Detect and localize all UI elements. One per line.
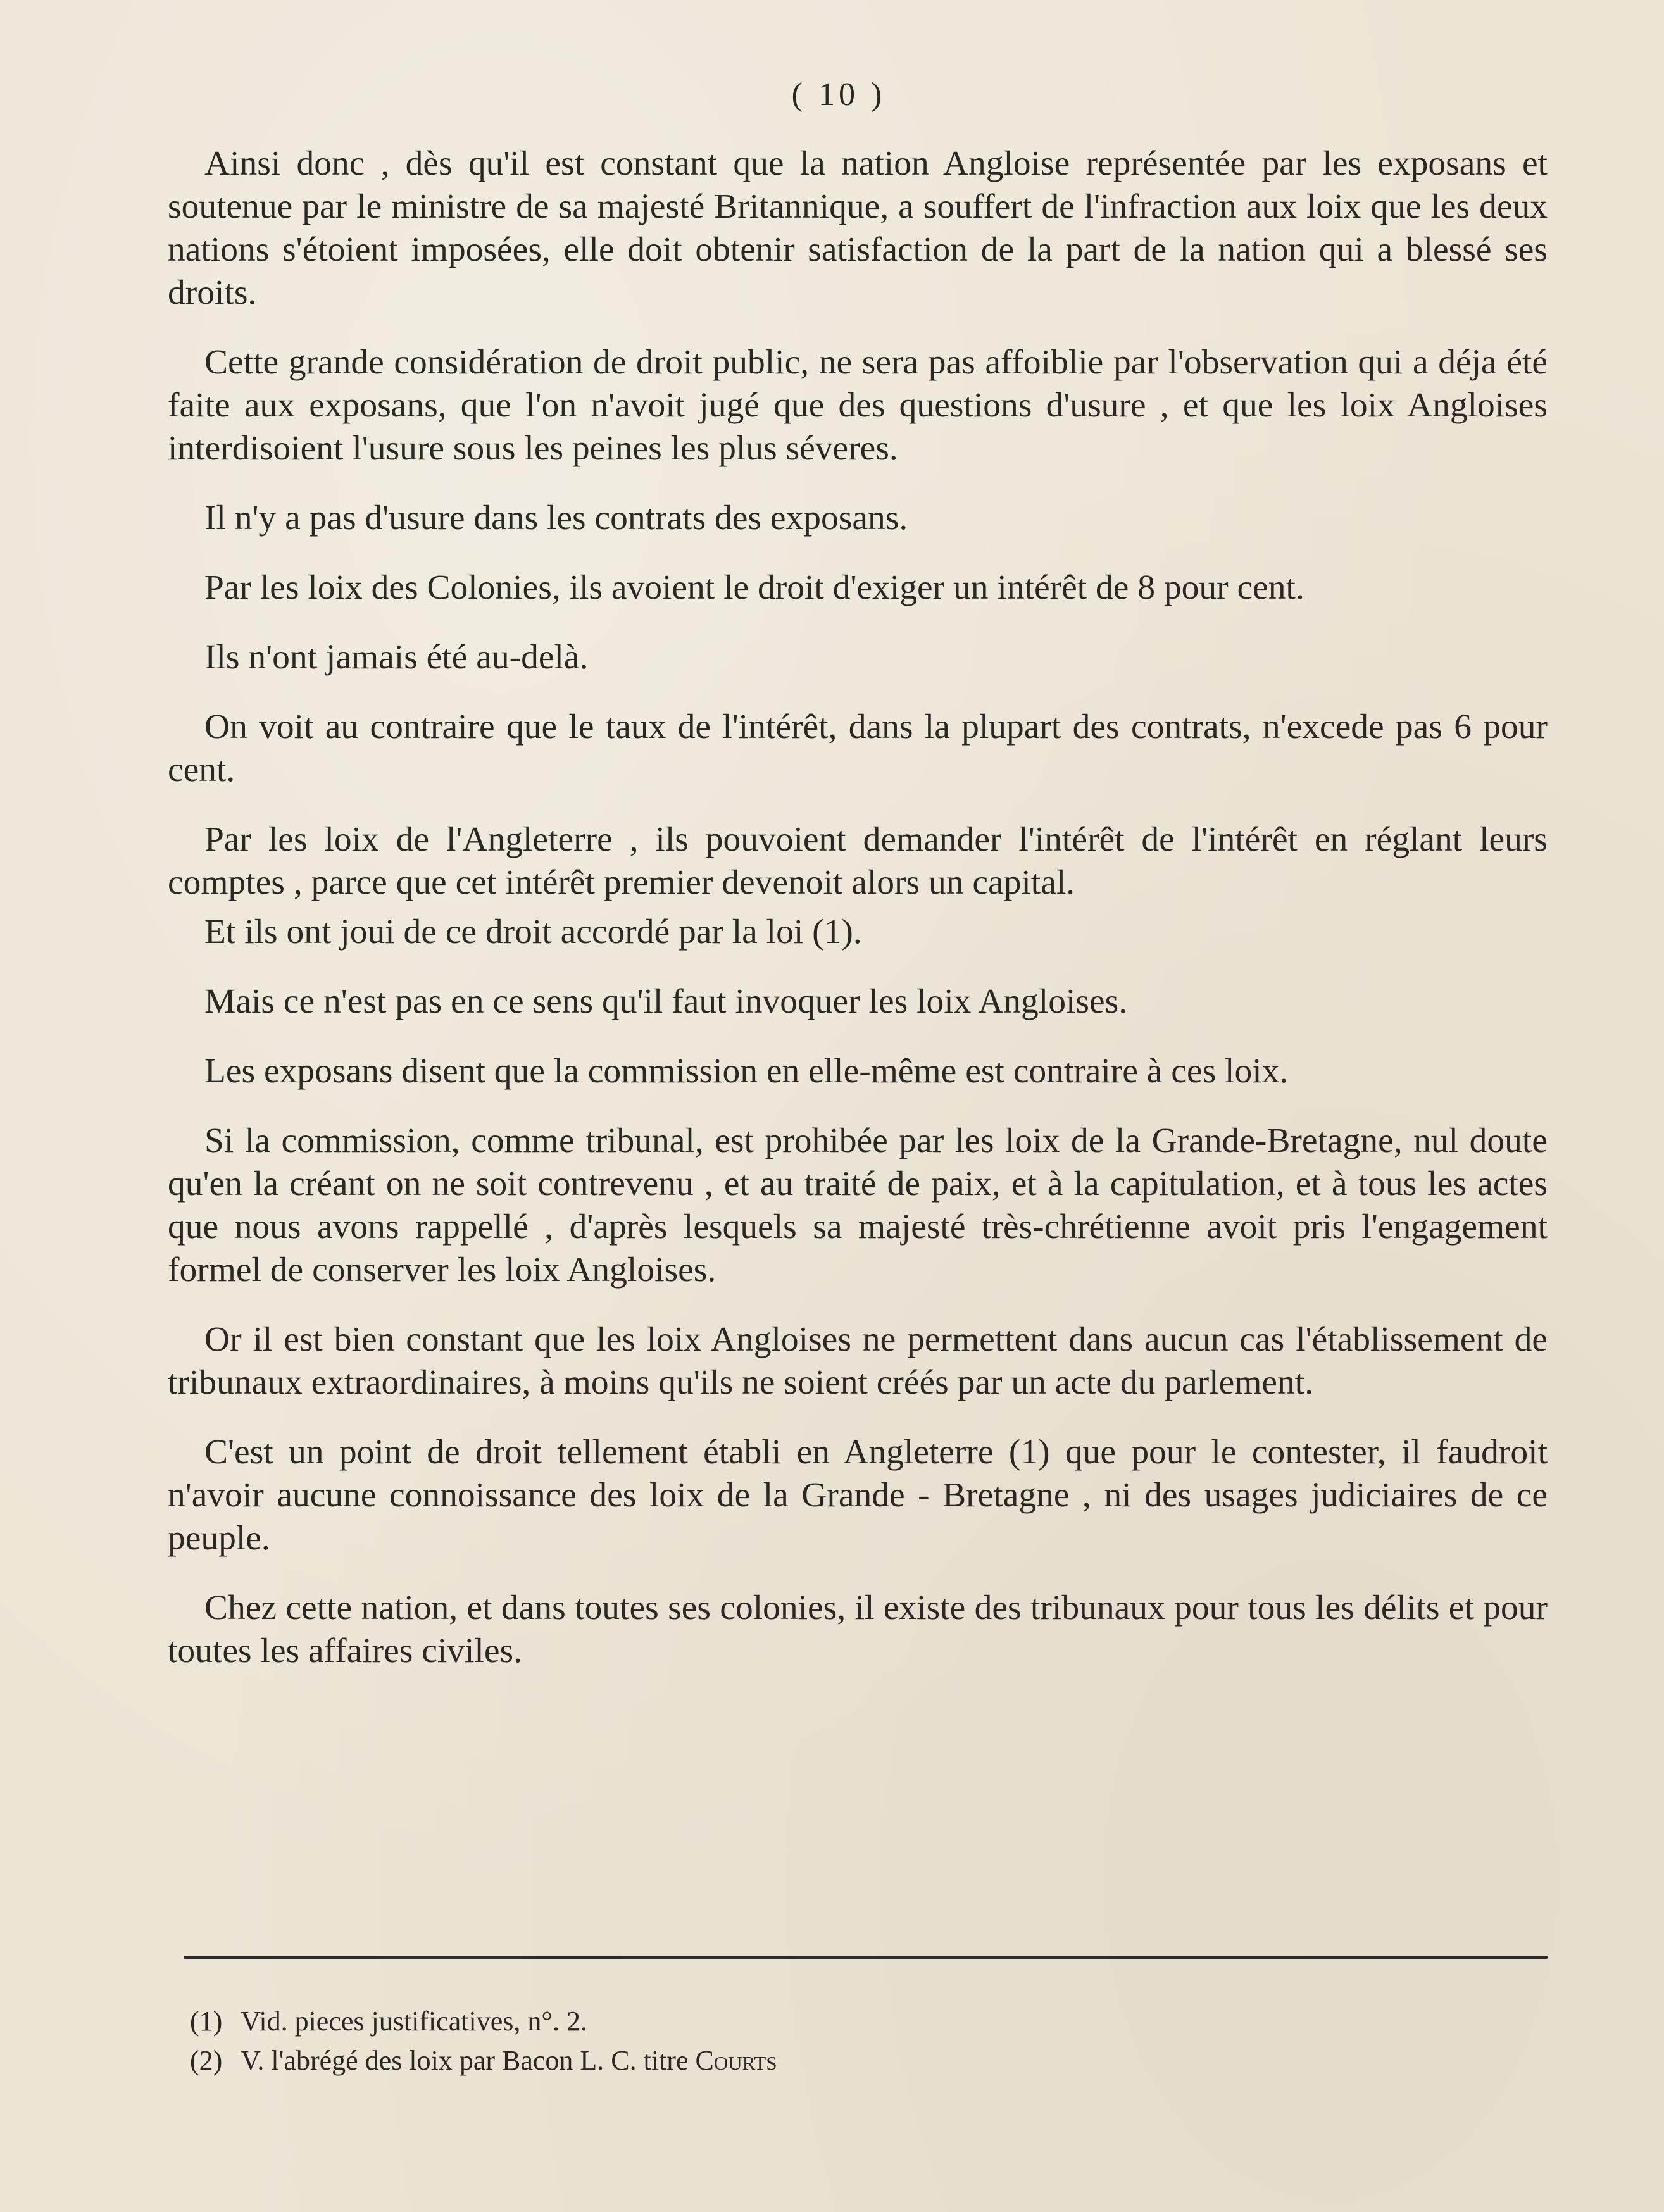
footnote-divider [184,1956,1548,1959]
paragraph: Chez cette nation, et dans toutes ses colonies, il existe des tribunaux pour tous les délits et pour toutes les affaires civiles. [168,1589,1548,1670]
footnote-mark: (2) [190,2045,223,2076]
paragraph: Et ils ont joui de ce droit accordé par la loi (1). [204,913,862,951]
paragraph: Les exposans disent que la commission en elle-même est contraire à ces loix. [204,1052,1289,1090]
paragraph: Or il est bien constant que les loix Angloises ne permettent dans aucun cas l'établissement de tribunaux extraordinaires, à moins qu'ils ne soient créés par un acte du parlement. [168,1320,1548,1402]
paragraph: Il n'y a pas d'usure dans les contrats des exposans. [204,499,908,537]
footnote [190,2002,1519,2041]
footnotes [190,2002,1519,2080]
footnote-mark: (1) [190,2006,223,2037]
paragraph: On voit au contraire que le taux de l'intérêt, dans la plupart des contrats, n'excede pas 6 pour cent. [168,708,1548,789]
footnote-text: V. l'abrégé des loix par Bacon L. C. titre [241,2045,689,2076]
footnote-text: Vid. pieces justificatives, n°. 2. [241,2006,587,2037]
paragraph: Par les loix de l'Angleterre , ils pouvoient demander l'intérêt de l'intérêt en réglant leurs comptes , parce que cet intérêt premier devenoit alors un capital. [168,820,1548,902]
paragraph: C'est un point de droit tellement établi en Angleterre (1) que pour le contester, il faudroit n'avoir aucune connoissance des loix de la Grande - Bretagne , ni des usages judiciaires de ce peuple. [168,1433,1548,1558]
paragraph: Ainsi donc , dès qu'il est constant que la nation Angloise représentée par les exposans et soutenue par le ministre de sa majesté Britannique, a souffert de l'infraction aux loix que les deux nations s'étoient imposées, elle doit obtenir satisfaction de la part de la nation qui a blessé ses droits. [168,144,1548,312]
paragraph: Si la commission, comme tribunal, est prohibée par les loix de la Grande-Bretagne, nul doute qu'en la créant on ne soit contrevenu , et au traité de paix, et à la capitulation, et à tous les actes que nous avons rappellé , d'après lesquels sa majesté très-chrétienne avoit pris l'engagement formel de conserver les loix Angloises. [168,1122,1548,1289]
page-number: ( 10 ) [791,77,886,113]
paragraph: Ils n'ont jamais été au-delà. [204,638,589,677]
footnote [190,2041,1519,2080]
body-text [168,142,1548,1699]
paragraph: Mais ce n'est pas en ce sens qu'il faut invoquer les loix Angloises. [204,982,1128,1021]
footnote-smallcaps: Courts [695,2045,777,2076]
paragraph: Cette grande considération de droit public, ne sera pas affoiblie par l'observation qui a déja été faite aux exposans, que l'on n'avoit jugé que des questions d'usure , et que les loix Angloises interdisoient l'usure sous les peines les plus séveres. [168,343,1548,468]
paragraph: Par les loix des Colonies, ils avoient le droit d'exiger un intérêt de 8 pour cent. [204,568,1304,607]
